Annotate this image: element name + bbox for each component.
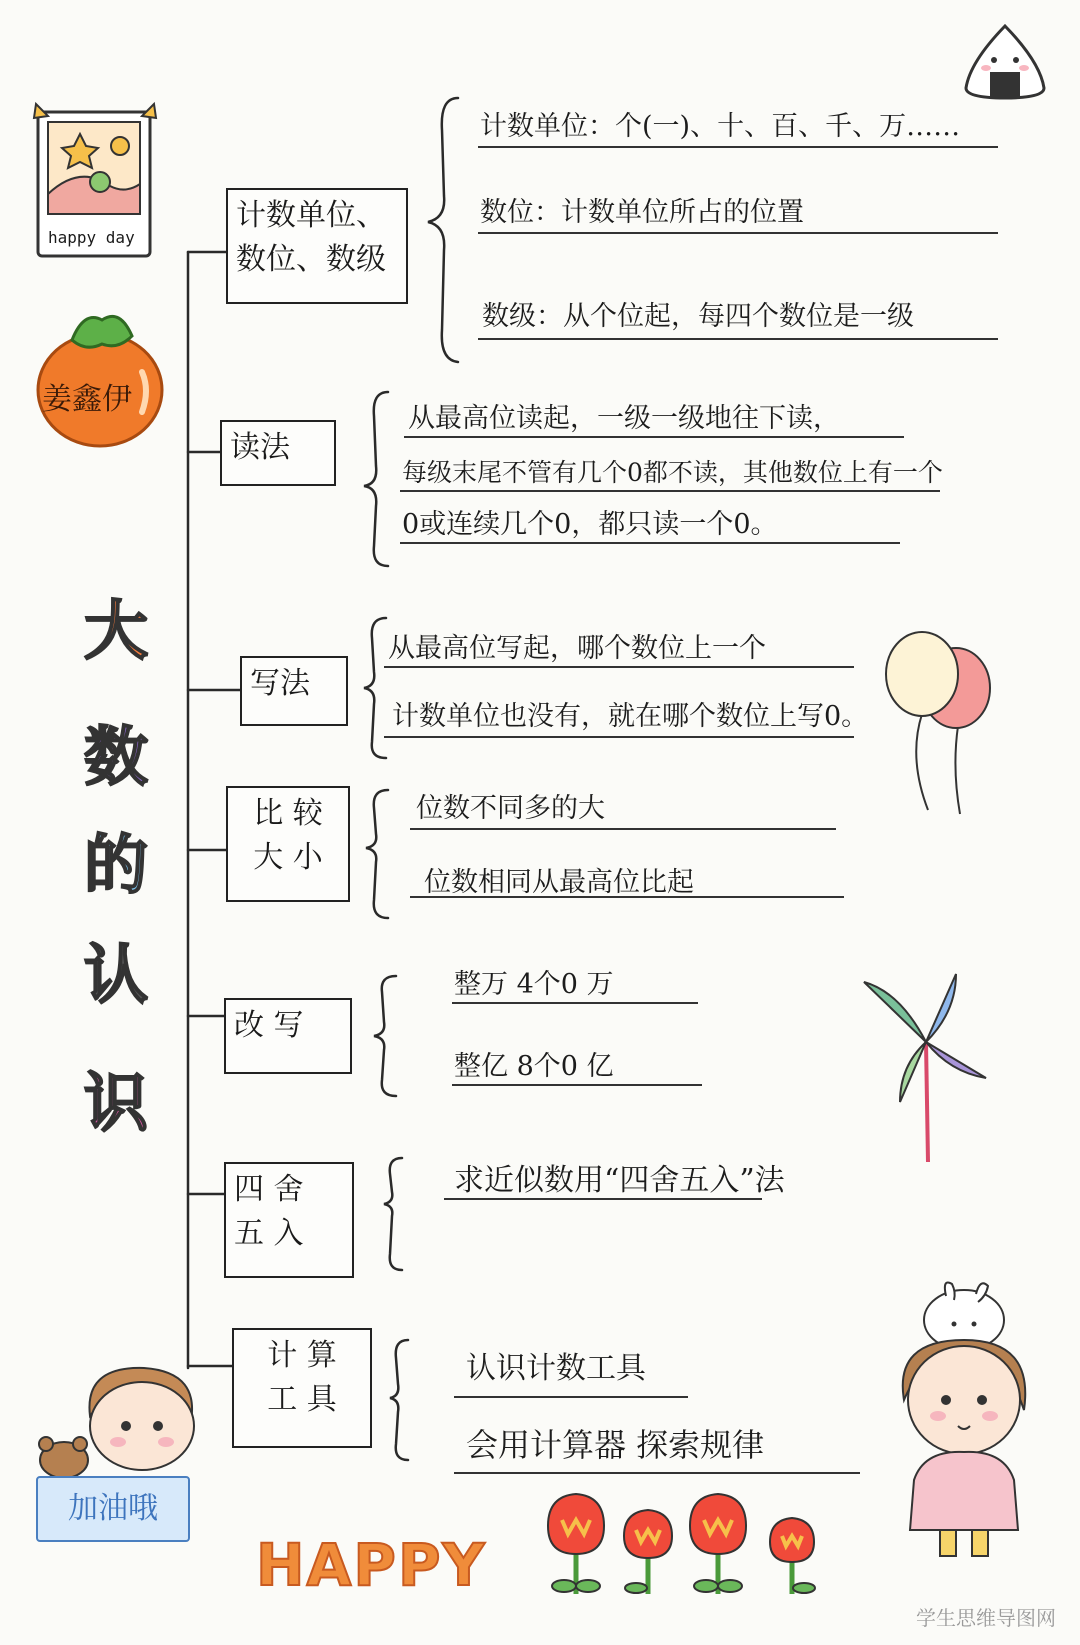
title-char-3: 的 [84,828,148,903]
detail-digit-position: 数位：计数单位所占的位置 [480,197,804,228]
branch-box-comparing: 比 较 大 小 [226,786,350,902]
title-char-2: 数 [84,720,148,795]
detail-tools-2: 会用计算器 探索规律 [466,1426,765,1464]
pinwheel-icon [860,972,990,1172]
detail-compare-2: 位数相同从最高位比起 [424,867,694,898]
branch-box-rounding: 四 舍 五 入 [224,1162,354,1278]
girl-with-bunny-icon [884,1280,1054,1570]
happy-banner: HAPPY [256,1531,487,1599]
balloons-icon [868,618,998,818]
branch-box-counting-units: 计数单位、 数位、数级 [226,188,408,304]
branch-box-writing: 写法 [240,656,348,726]
detail-compare-1: 位数不同多的大 [416,793,605,824]
branch-box-rewriting: 改 写 [224,998,352,1074]
branch-box-calculation-tools: 计 算 工 具 [232,1328,372,1448]
tulips-icon [538,1490,828,1600]
detail-reading-1: 从最高位读起，一级一级地往下读， [408,403,840,434]
title-char-5: 识 [84,1066,148,1141]
detail-rounding: 求近似数用“四舍五入”法 [454,1163,785,1198]
title-char-1: 大 [84,594,148,669]
boy-with-bear-icon [34,1356,214,1476]
detail-digit-group: 数级：从个位起，每四个数位是一级 [482,301,914,332]
detail-tools-1: 认识计数工具 [466,1351,646,1386]
detail-rewrite-1: 整万 4个0 万 [454,969,614,1000]
detail-reading-2: 每级末尾不管有几个0都不读，其他数位上有一个 [402,458,943,487]
rice-ball-icon [960,22,1050,102]
cheer-sign: 加油哦 [36,1476,190,1542]
title-char-4: 认 [84,938,148,1013]
detail-writing-2: 计数单位也没有，就在哪个数位上写0。 [392,701,869,732]
detail-rewrite-2: 整亿 8个0 亿 [454,1051,614,1082]
detail-writing-1: 从最高位写起，哪个数位上一个 [388,633,766,664]
watermark: 学生思维导图网 [916,1606,1056,1630]
detail-counting-units: 计数单位：个(一)、十、百、千、万…… [480,111,961,142]
branch-box-reading: 读法 [220,420,336,486]
photo-caption: happy day [48,228,135,247]
persimmon-label: 姜鑫伊 [42,382,132,417]
detail-reading-3: 0或连续几个0，都只读一个0。 [402,509,778,540]
